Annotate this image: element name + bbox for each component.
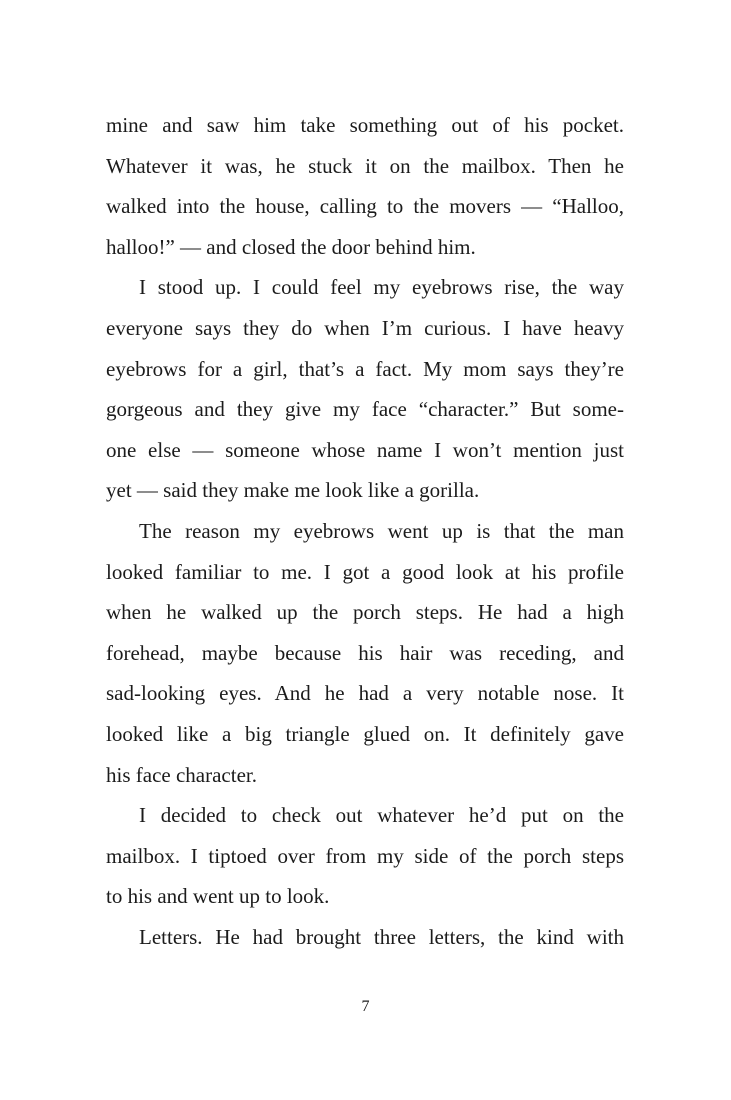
- paragraph: [106, 795, 624, 917]
- text-line: Whatever it was, he stuck it on the mailbox. Then he: [106, 153, 624, 178]
- text-line: to his and went up to look.: [106, 884, 330, 909]
- page-number: 7: [361, 998, 370, 1015]
- text-line: one else — someone whose name I won’t mention just: [106, 437, 624, 462]
- text-line: halloo!” — and closed the door behind him.: [106, 234, 476, 259]
- text-line: looked familiar to me. I got a good look at his profile: [106, 559, 624, 584]
- text-line: gorgeous and they give my face “character.” But some-: [106, 397, 624, 422]
- text-line: when he walked up the porch steps. He had a high: [106, 600, 624, 625]
- paragraph: [106, 917, 624, 958]
- text-line: mailbox. I tiptoed over from my side of the porch steps: [106, 843, 624, 868]
- text-line: his face character.: [106, 762, 257, 787]
- text-line: forehead, maybe because his hair was receding, and: [106, 640, 624, 665]
- text-line: everyone says they do when I’m curious. I have heavy: [106, 315, 624, 340]
- text-line: The reason my eyebrows went up is that the man: [139, 518, 624, 543]
- text-line: looked like a big triangle glued on. It definitely gave: [106, 721, 624, 746]
- text-line: sad-looking eyes. And he had a very notable nose. It: [106, 681, 624, 706]
- paragraph: [106, 511, 624, 795]
- body-text: [106, 105, 624, 957]
- text-line: I stood up. I could feel my eyebrows rise, the way: [139, 275, 624, 300]
- text-line: walked into the house, calling to the movers — “Halloo,: [106, 194, 624, 219]
- text-line: yet — said they make me look like a gorilla.: [106, 478, 480, 503]
- text-line: eyebrows for a girl, that’s a fact. My mom says they’re: [106, 356, 624, 381]
- text-line: I decided to check out whatever he’d put on the: [139, 803, 624, 828]
- text-line: mine and saw him take something out of his pocket.: [106, 113, 624, 137]
- paragraph: [106, 267, 624, 511]
- text-line: Letters. He had brought three letters, the kind with: [139, 924, 624, 949]
- paragraph: [106, 105, 624, 267]
